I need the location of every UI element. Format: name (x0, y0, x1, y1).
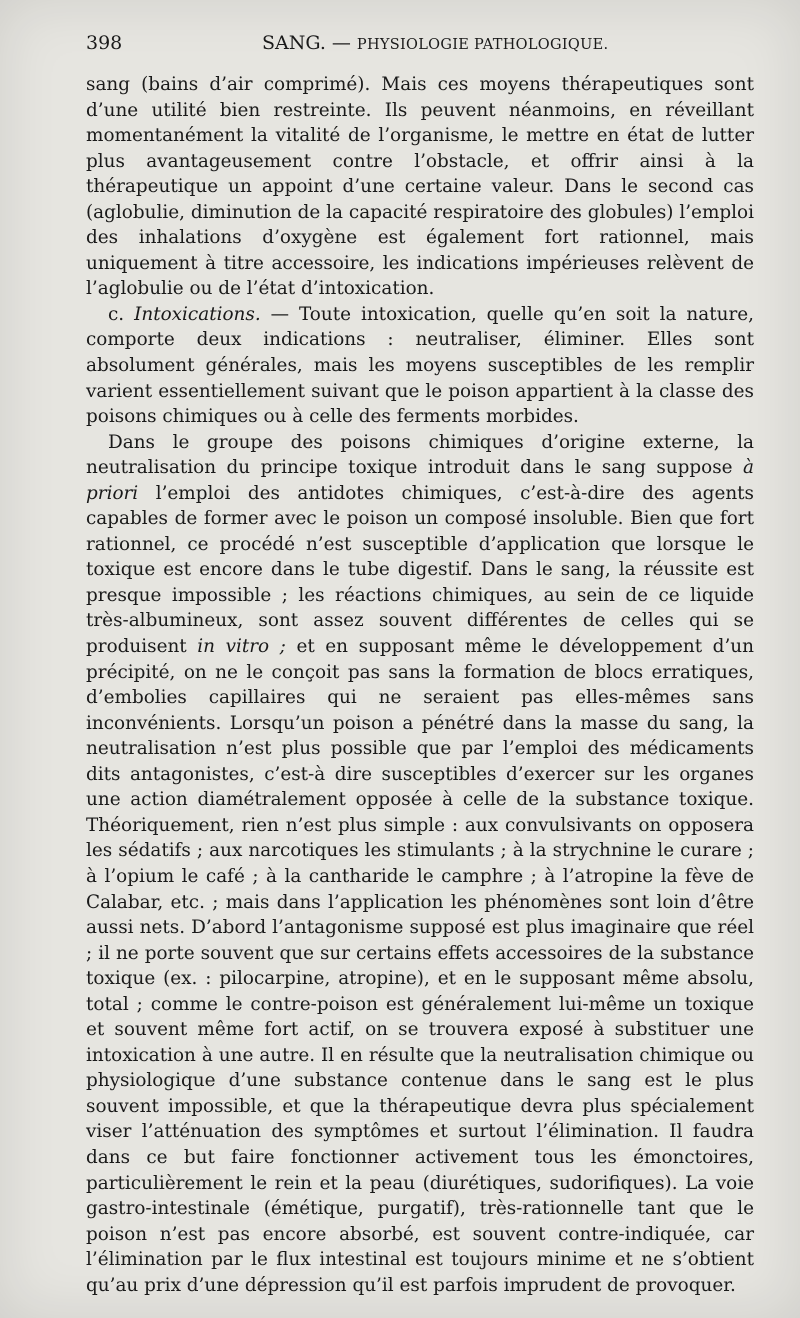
paragraph-continued: sang (bains d’air comprimé). Mais ces moyens thérapeutiques sont d’une utilité bien restreinte. Ils peuvent néanmoins, en réveillant momentanément la vitalité de l’organisme, le mettre en état de lutter plus avantageusement contre l’obstacle, et offrir ainsi à la thérapeutique un appoint d’une certaine valeur. Dans le second cas (aglobulie, diminution de la capacité respiratoire des globules) l’emploi des inhalations d’oxygène est également fort rationnel, mais uniquement à titre accessoire, les indications impérieuses relèvent de l’aglobulie ou de l’état d’intoxication. (86, 74, 754, 300)
page-number: 398 (86, 32, 123, 54)
section-label: c. (108, 303, 125, 325)
paragraph-text-1: Dans le groupe des poisons chimiques d’origine externe, la neutralisation du principe toxique introduit dans le sang suppose (86, 431, 754, 479)
running-title (262, 32, 608, 54)
running-head (86, 32, 754, 62)
paragraph-intoxications (86, 302, 754, 430)
body-text (86, 72, 754, 1298)
paragraph-text-3: et en supposant même le développement d’un précipité, on ne le conçoit pas sans la formation de blocs erratiques, d’embolies capillaires qui ne seraient pas elles-mêmes sans inconvénients. Lorsqu’un poison a pénétré dans la masse du sang, la neutralisation n’est plus possible que par l’emploi des médicaments dits antagonistes, c’est-à dire susceptibles d’exercer sur les organes une action diamétralement opposée à celle de la substance toxique. Théoriquement, rien n’est plus simple : aux convulsivants on opposera les sédatifs ; aux narcotiques les stimulants ; à la strychnine le curare ; à l’opium le café ; à la cantharide le camphre ; à l’atropine la fève de Calabar, etc. ; mais dans l’application les phénomènes sont loin d’être aussi nets. D’abord l’antagonisme supposé est plus imaginaire que réel ; il ne porte souvent que sur certains effets accessoires de la substance toxique (ex. : pilocarpine, atropine), et en le supposant même absolu, total ; comme le contre-poison est généralement lui-même un toxique et souvent même fort actif, on se trouvera exposé à substituer une intoxication à une autre. Il en résulte que la neutralisation chimique ou physiologique d’une substance contenue dans le sang est le plus souvent impossible, et que la thérapeutique devra plus spécialement viser l’atténuation des symptômes et surtout l’élimination. Il faudra dans ce but faire fonctionner activement tous les émonctoires, particulièrement le rein et la peau (diurétiques, sudorifiques). La voie gastro-intestinale (émétique, purgatif), très-rationnelle tant que le poison n’est pas encore absorbé, est souvent contre-indiquée, car l’élimination par le flux intestinal est toujours minime et ne s’obtient qu’au prix d’une dépression qu’il est parfois imprudent de provoquer. (86, 636, 754, 1296)
section-text: Toute intoxication, quelle qu’en soit la nature, comporte deux indications : neutraliser, éliminer. Elles sont absolument générales, mais les moyens susceptibles de les remplir varient essentiellement suivant que le poison appartient à la classe des poisons chimiques ou à celle des ferments morbides. (86, 303, 754, 428)
running-title-separator: — (331, 32, 351, 54)
paragraph-text-2: l’emploi des antidotes chimiques, c’est-à-dire des agents capables de former avec le poison un composé insoluble. Bien que fort rationnel, ce procédé n’est susceptible d’application que lorsque le toxique est encore dans le tube digestif. Dans le sang, la réussite est presque impossible ; les réactions chimiques, au sein de ce liquide très-albumineux, sont assez souvent différentes de celles qui se produisent (86, 482, 754, 658)
running-title-subtitle: PHYSIOLOGIE PATHOLOGIQUE. (356, 37, 609, 53)
italic-in-vitro: in vitro ; (197, 636, 286, 658)
section-heading: Intoxications. (134, 303, 261, 325)
paragraph-poisons (86, 430, 754, 1299)
italic-a-priori: à priori (86, 457, 754, 504)
running-title-main: SANG. (262, 32, 326, 54)
section-dash: — (270, 303, 290, 325)
